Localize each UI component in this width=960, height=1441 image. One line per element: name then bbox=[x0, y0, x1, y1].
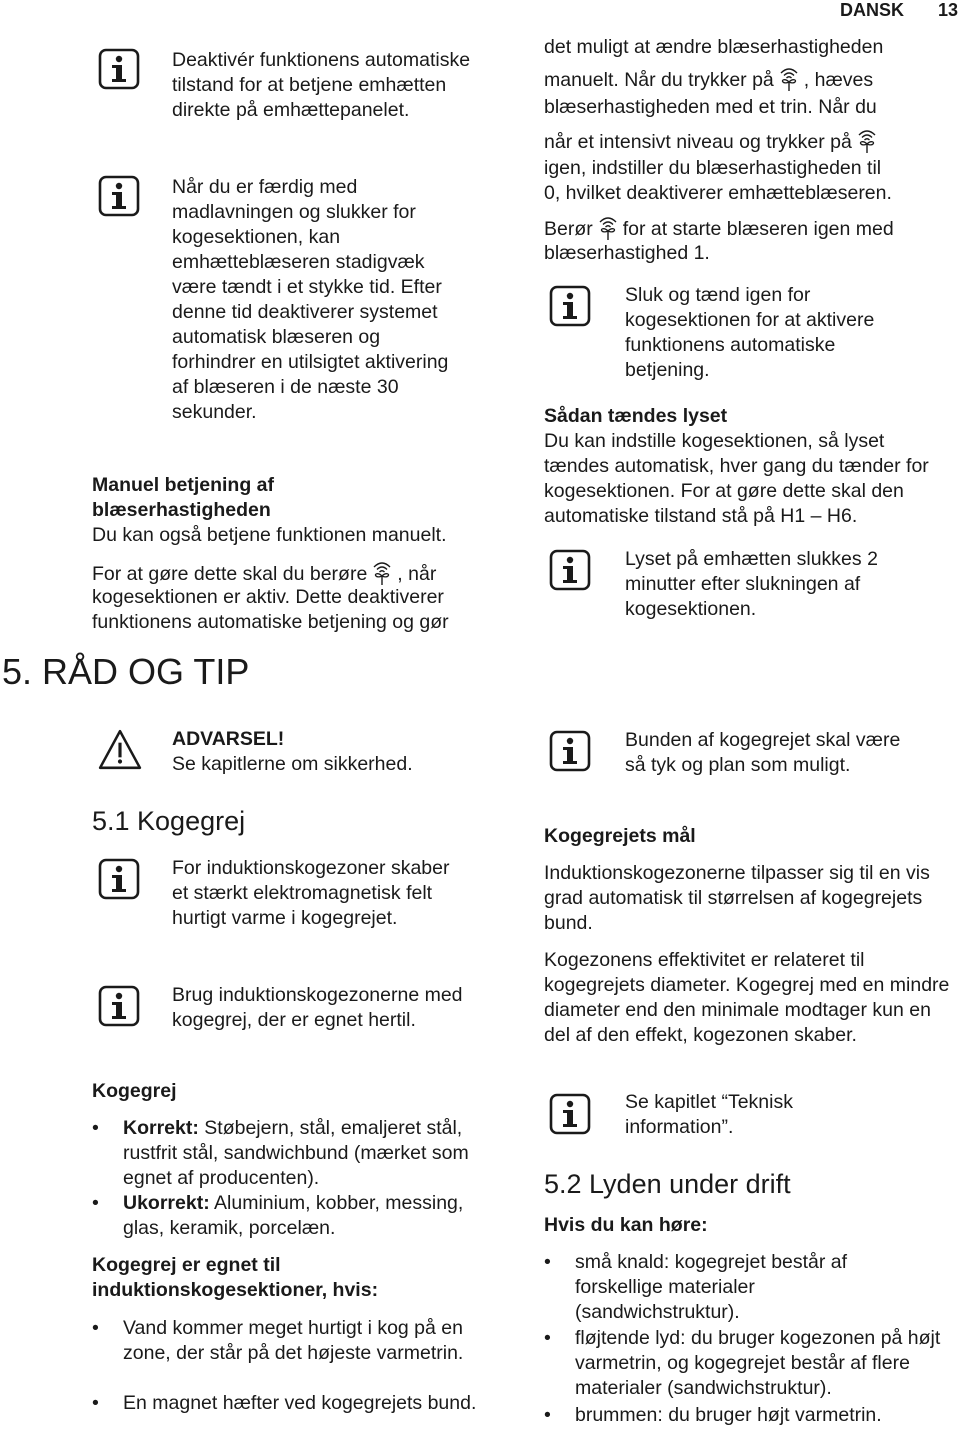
right-p1-line4a: når et intensivt niveau og trykker på bbox=[544, 131, 852, 153]
bullet-label: Korrekt: bbox=[123, 1117, 199, 1139]
info-icon bbox=[98, 985, 140, 1027]
light-heading: Sådan tændes lyset bbox=[544, 405, 728, 427]
section-title: 5. RÅD OG TIP bbox=[2, 651, 250, 692]
warning-icon bbox=[98, 728, 142, 772]
bullet-dot: • bbox=[544, 1404, 551, 1426]
header-language: DANSK bbox=[840, 0, 905, 20]
subsection-title-cookware: 5.1 Kogegrej bbox=[92, 806, 246, 836]
manual-paragraph-2-line1 bbox=[92, 560, 436, 587]
cookware-size-paragraph-2: Kogezonens effektivitet er relateret til kogegrejets diameter. Kogegrej med en mindre diameter end den minimale modtager kun en del af den effekt, kogezonen skaber. bbox=[544, 949, 950, 1046]
note-induction-field: For induktionskogezoner skaber et stærkt elektromagnetisk felt hurtigt varme i kogegrejet. bbox=[172, 857, 450, 929]
fan-icon bbox=[371, 560, 393, 586]
list-item: brummen: du bruger højt varmetrin. bbox=[575, 1404, 882, 1426]
right-p1-line2a: manuelt. Når du trykker på bbox=[544, 69, 774, 91]
note-fan-after-cooking: Når du er færdig med madlavningen og slukker for kogesektionen, kan emhætteblæseren stadigvæk være tændt i et stykke tid. Efter denne tid deaktiverer systemet automatisk blæseren og forhindrer en utilsigtet aktivering af blæseren i de næste 30 sekunder. bbox=[172, 176, 449, 423]
suitable-heading: Kogegrej er egnet til induktionskogesektioner, hvis: bbox=[92, 1254, 379, 1301]
note-technical-info: Se kapitlet “Teknisk information”. bbox=[625, 1091, 793, 1138]
list-item: Vand kommer meget hurtigt i kog på en zone, der står på det højeste varmetrin. bbox=[123, 1317, 464, 1364]
right-p1-line5: igen, indstiller du blæserhastigheden til bbox=[544, 157, 882, 179]
list-item: fløjtende lyd: du bruger kogezonen på højt varmetrin, og kogegrejet består af flere materialer (sandwichstruktur). bbox=[575, 1327, 941, 1399]
manual-paragraph-2-line3: funktionens automatiske betjening og gør bbox=[92, 611, 449, 633]
bullet-dot: • bbox=[544, 1251, 551, 1273]
bullet-dot: • bbox=[92, 1392, 99, 1414]
info-icon bbox=[549, 549, 591, 591]
right-p1-line1: det muligt at ændre blæserhastigheden bbox=[544, 36, 884, 58]
right-p2-line1a: Berør bbox=[544, 218, 593, 240]
right-p2-line1b: for at starte blæseren igen med bbox=[622, 218, 894, 240]
note-light-off: Lyset på emhætten slukkes 2 minutter efter slukningen af kogesektionen. bbox=[625, 548, 878, 620]
manual-heading-line1: Manuel betjening af bbox=[92, 474, 275, 496]
bullet-label: Ukorrekt: bbox=[123, 1192, 210, 1214]
bullet-dot: • bbox=[92, 1117, 99, 1139]
bullet-text: Støbejern, stål, emaljeret stål, rustfrit stål, sandwichbund (mærket som egnet af producenten). bbox=[123, 1117, 469, 1189]
right-p1-line2b: , hæves bbox=[803, 69, 874, 91]
list-item: små knald: kogegrejet består af forskellige materialer (sandwichstruktur). bbox=[575, 1251, 848, 1323]
note-thick-bottom: Bunden af kogegrejet skal være så tyk og plan som muligt. bbox=[625, 729, 901, 776]
noise-heading: Hvis du kan høre: bbox=[544, 1214, 708, 1236]
note-deactivate: Deaktivér funktionens automatiske tilstand for at betjene emhætten direkte på emhættepanelet. bbox=[172, 49, 471, 121]
info-icon bbox=[549, 730, 591, 772]
warning-title: ADVARSEL! bbox=[172, 728, 285, 750]
right-p1-line2 bbox=[544, 66, 873, 93]
bullet-dot: • bbox=[92, 1317, 99, 1339]
list-item: En magnet hæfter ved kogegrejets bund. bbox=[123, 1392, 477, 1414]
right-p2-line1 bbox=[544, 215, 894, 242]
bullet-text: Aluminium, kobber, messing, glas, keramik, porcelæn. bbox=[123, 1192, 464, 1239]
manual-paragraph-2-line2: kogesektionen er aktiv. Dette deaktiverer bbox=[92, 586, 444, 608]
right-p1-line6: 0, hvilket deaktiverer emhætteblæseren. bbox=[544, 182, 892, 204]
cookware-heading: Kogegrej bbox=[92, 1080, 177, 1102]
fan-icon bbox=[778, 66, 800, 92]
info-icon bbox=[549, 285, 591, 327]
right-p1-line3: blæserhastigheden med et trin. Når du bbox=[544, 96, 877, 118]
cookware-size-heading: Kogegrejets mål bbox=[544, 825, 696, 847]
bullet-dot: • bbox=[92, 1192, 99, 1214]
right-p1-line4 bbox=[544, 128, 882, 155]
subsection-title-noise: 5.2 Lyden under drift bbox=[544, 1169, 791, 1199]
manual-text-a: For at gøre dette skal du berøre bbox=[92, 563, 368, 585]
info-icon bbox=[98, 175, 140, 217]
cookware-size-paragraph-1: Induktionskogezonerne tilpasser sig til en vis grad automatisk til størrelsen af kogegrejets bund. bbox=[544, 862, 930, 934]
manual-text-b: , når bbox=[397, 563, 437, 585]
info-icon bbox=[549, 1093, 591, 1135]
bullet-dot: • bbox=[544, 1327, 551, 1349]
warning-text: Se kapitlerne om sikkerhed. bbox=[172, 753, 413, 775]
list-item bbox=[123, 1116, 503, 1191]
list-item bbox=[123, 1191, 483, 1241]
right-p2-line2: blæserhastighed 1. bbox=[544, 242, 710, 264]
fan-icon bbox=[597, 215, 619, 241]
fan-icon bbox=[856, 128, 878, 154]
light-paragraph: Du kan indstille kogesektionen, så lyset tændes automatisk, hver gang du tænder for kogesektionen. For at gøre dette skal den automatiske tilstand stå på H1 – H6. bbox=[544, 430, 929, 527]
info-icon bbox=[98, 48, 140, 90]
page-number: 13 bbox=[938, 0, 959, 20]
note-restart-hob: Sluk og tænd igen for kogesektionen for at aktivere funktionens automatiske betjening. bbox=[625, 284, 875, 381]
info-icon bbox=[98, 858, 140, 900]
note-suitable-cookware: Brug induktionskogezonerne med kogegrej, der er egnet hertil. bbox=[172, 984, 463, 1031]
manual-paragraph-1: Du kan også betjene funktionen manuelt. bbox=[92, 524, 447, 546]
manual-heading-line2: blæserhastigheden bbox=[92, 499, 271, 521]
